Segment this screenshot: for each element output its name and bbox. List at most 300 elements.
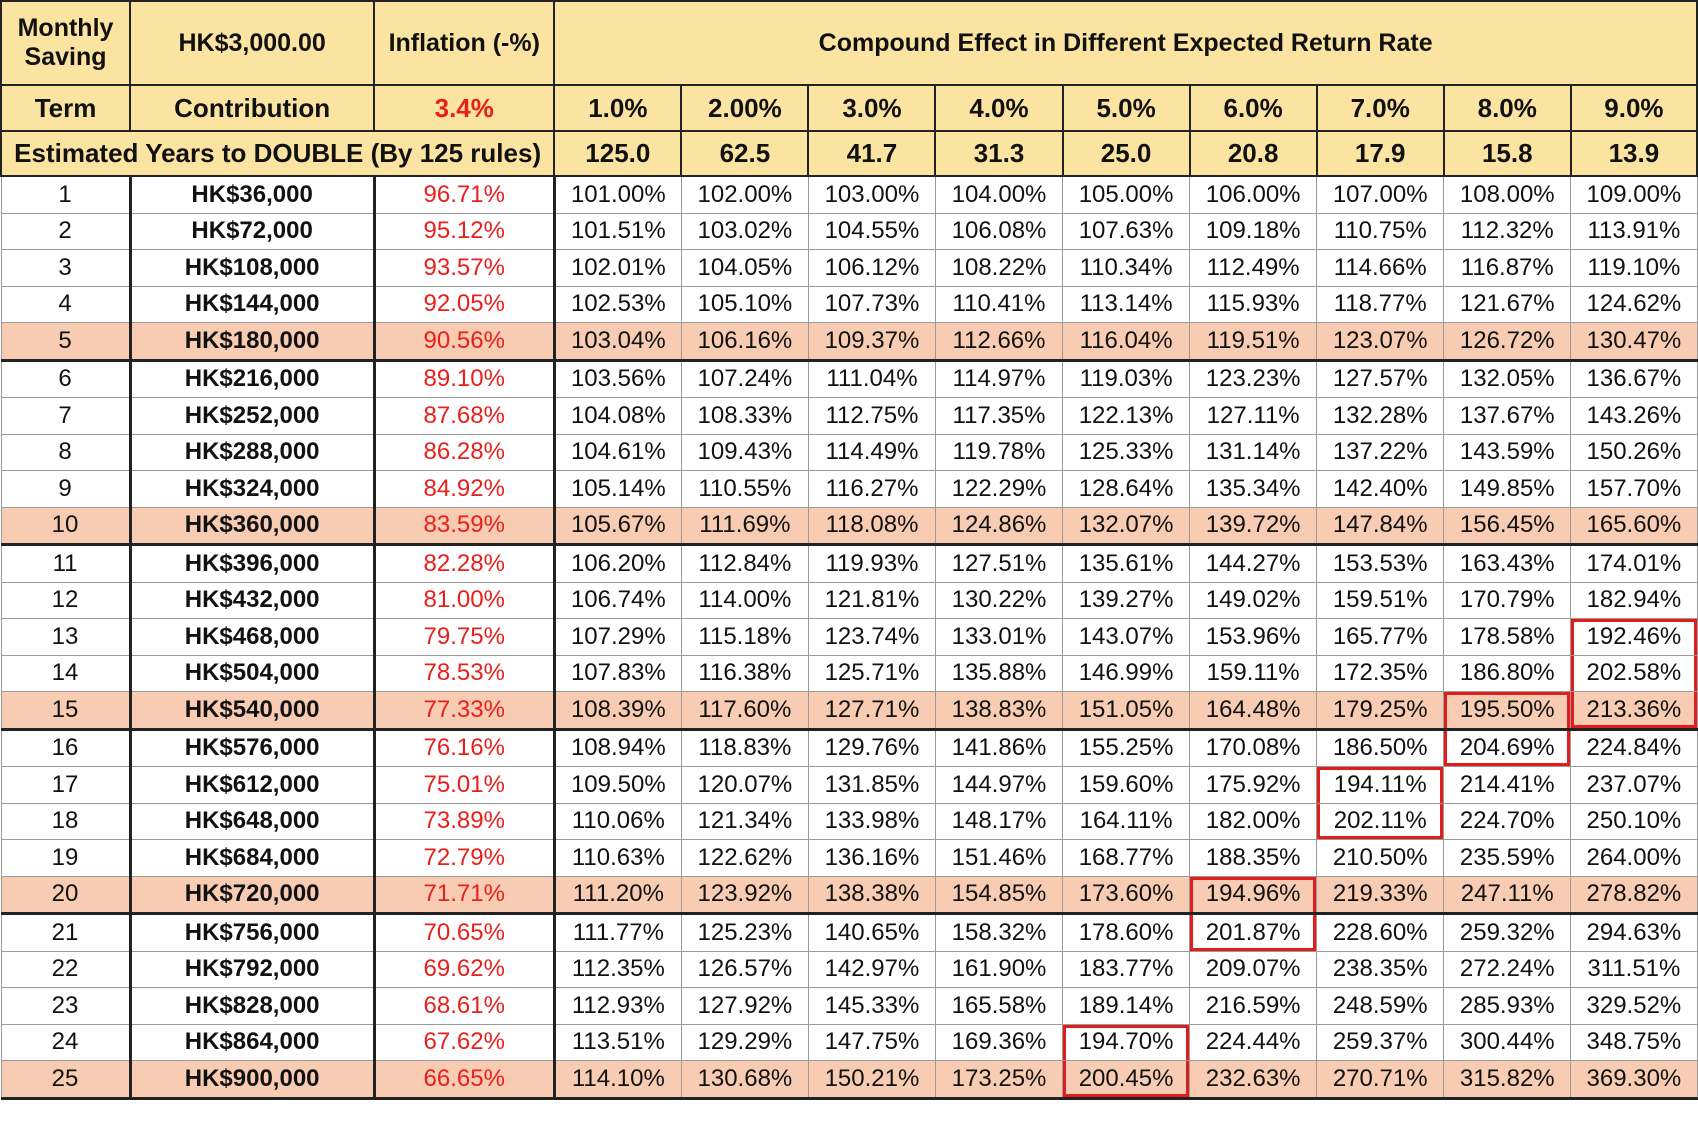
- return-cell: 106.20%: [554, 545, 681, 583]
- table-row: [1, 176, 1697, 213]
- return-cell: 102.00%: [681, 176, 808, 213]
- term-cell: 24: [1, 1024, 130, 1061]
- return-cell: 104.05%: [681, 250, 808, 287]
- table-row: [1, 507, 1697, 545]
- return-cell: 178.58%: [1444, 619, 1571, 656]
- return-cell: 159.11%: [1190, 655, 1317, 692]
- return-cell: 170.08%: [1190, 729, 1317, 767]
- inflation-cell: 96.71%: [374, 176, 554, 213]
- return-cell: 224.70%: [1444, 803, 1571, 840]
- return-cell: 156.45%: [1444, 507, 1571, 545]
- doubled-return-cell: 194.11%: [1317, 767, 1444, 804]
- contribution-cell: HK$720,000: [130, 876, 374, 914]
- return-cell: 117.35%: [935, 398, 1062, 435]
- return-cell: 105.67%: [554, 507, 681, 545]
- term-cell: 6: [1, 360, 130, 398]
- return-cell: 138.38%: [808, 876, 935, 914]
- contribution-cell: HK$792,000: [130, 951, 374, 988]
- return-cell: 149.85%: [1444, 471, 1571, 508]
- return-cell: 126.72%: [1444, 323, 1571, 361]
- term-cell: 17: [1, 767, 130, 804]
- return-cell: 118.08%: [808, 507, 935, 545]
- return-cell: 107.29%: [554, 619, 681, 656]
- return-cell: 110.34%: [1063, 250, 1190, 287]
- inflation-cell: 73.89%: [374, 803, 554, 840]
- return-cell: 119.51%: [1190, 323, 1317, 361]
- return-cell: 119.03%: [1063, 360, 1190, 398]
- term-cell: 8: [1, 434, 130, 471]
- return-cell: 108.39%: [554, 692, 681, 730]
- contribution-cell: HK$684,000: [130, 840, 374, 877]
- rate-header: 6.0%: [1190, 85, 1317, 131]
- return-cell: 153.96%: [1190, 619, 1317, 656]
- return-cell: 114.10%: [554, 1061, 681, 1099]
- term-cell: 18: [1, 803, 130, 840]
- return-cell: 248.59%: [1317, 988, 1444, 1025]
- contribution-cell: HK$36,000: [130, 176, 374, 213]
- return-cell: 125.23%: [681, 914, 808, 952]
- return-cell: 103.00%: [808, 176, 935, 213]
- inflation-cell: 83.59%: [374, 507, 554, 545]
- return-cell: 259.32%: [1444, 914, 1571, 952]
- return-cell: 112.75%: [808, 398, 935, 435]
- return-cell: 123.74%: [808, 619, 935, 656]
- table-body: [1, 176, 1697, 1098]
- return-cell: 142.40%: [1317, 471, 1444, 508]
- return-cell: 161.90%: [935, 951, 1062, 988]
- return-cell: 112.84%: [681, 545, 808, 583]
- return-cell: 125.71%: [808, 655, 935, 692]
- compound-title: Compound Effect in Different Expected Return Rate: [554, 1, 1697, 85]
- table-row: [1, 1061, 1697, 1099]
- return-cell: 116.27%: [808, 471, 935, 508]
- return-cell: 110.41%: [935, 286, 1062, 323]
- return-cell: 232.63%: [1190, 1061, 1317, 1099]
- return-cell: 127.57%: [1317, 360, 1444, 398]
- return-cell: 173.25%: [935, 1061, 1062, 1099]
- return-cell: 105.00%: [1063, 176, 1190, 213]
- return-cell: 216.59%: [1190, 988, 1317, 1025]
- inflation-cell: 89.10%: [374, 360, 554, 398]
- return-cell: 116.38%: [681, 655, 808, 692]
- return-cell: 315.82%: [1444, 1061, 1571, 1099]
- return-cell: 133.01%: [935, 619, 1062, 656]
- table-row: [1, 434, 1697, 471]
- inflation-label: Inflation (-%): [374, 1, 554, 85]
- doubled-return-cell: 194.96%: [1190, 876, 1317, 914]
- term-cell: 1: [1, 176, 130, 213]
- return-cell: 178.60%: [1063, 914, 1190, 952]
- inflation-cell: 76.16%: [374, 729, 554, 767]
- double-years-value: 25.0: [1063, 131, 1190, 176]
- return-cell: 122.62%: [681, 840, 808, 877]
- table-row: [1, 988, 1697, 1025]
- inflation-cell: 90.56%: [374, 323, 554, 361]
- inflation-cell: 69.62%: [374, 951, 554, 988]
- return-cell: 144.27%: [1190, 545, 1317, 583]
- contribution-cell: HK$144,000: [130, 286, 374, 323]
- return-cell: 126.57%: [681, 951, 808, 988]
- return-cell: 106.74%: [554, 582, 681, 619]
- term-cell: 14: [1, 655, 130, 692]
- term-cell: 19: [1, 840, 130, 877]
- return-cell: 114.00%: [681, 582, 808, 619]
- inflation-cell: 79.75%: [374, 619, 554, 656]
- return-cell: 186.50%: [1317, 729, 1444, 767]
- return-cell: 250.10%: [1571, 803, 1697, 840]
- table-row: [1, 398, 1697, 435]
- return-cell: 172.35%: [1317, 655, 1444, 692]
- term-cell: 2: [1, 213, 130, 250]
- doubled-return-cell: 213.36%: [1571, 692, 1697, 730]
- return-cell: 111.77%: [554, 914, 681, 952]
- return-cell: 168.77%: [1063, 840, 1190, 877]
- table-row: [1, 1024, 1697, 1061]
- term-cell: 10: [1, 507, 130, 545]
- return-cell: 300.44%: [1444, 1024, 1571, 1061]
- return-cell: 119.10%: [1571, 250, 1697, 287]
- rate-header: 3.0%: [808, 85, 935, 131]
- rate-header: 5.0%: [1063, 85, 1190, 131]
- return-cell: 141.86%: [935, 729, 1062, 767]
- return-cell: 103.04%: [554, 323, 681, 361]
- return-cell: 109.00%: [1571, 176, 1697, 213]
- double-years-value: 31.3: [935, 131, 1062, 176]
- return-cell: 247.11%: [1444, 876, 1571, 914]
- return-cell: 107.63%: [1063, 213, 1190, 250]
- contribution-cell: HK$504,000: [130, 655, 374, 692]
- inflation-cell: 87.68%: [374, 398, 554, 435]
- rate-header: 2.00%: [681, 85, 808, 131]
- table-row: [1, 471, 1697, 508]
- return-cell: 122.29%: [935, 471, 1062, 508]
- return-cell: 106.00%: [1190, 176, 1317, 213]
- return-cell: 127.92%: [681, 988, 808, 1025]
- doubled-return-cell: 201.87%: [1190, 914, 1317, 952]
- return-cell: 163.43%: [1444, 545, 1571, 583]
- return-cell: 173.60%: [1063, 876, 1190, 914]
- return-cell: 136.16%: [808, 840, 935, 877]
- return-cell: 119.93%: [808, 545, 935, 583]
- return-cell: 147.75%: [808, 1024, 935, 1061]
- contribution-cell: HK$432,000: [130, 582, 374, 619]
- return-cell: 165.58%: [935, 988, 1062, 1025]
- double-years-value: 13.9: [1571, 131, 1697, 176]
- return-cell: 146.99%: [1063, 655, 1190, 692]
- return-cell: 157.70%: [1571, 471, 1697, 508]
- return-cell: 219.33%: [1317, 876, 1444, 914]
- return-cell: 165.77%: [1317, 619, 1444, 656]
- rate-header: 1.0%: [554, 85, 681, 131]
- return-cell: 140.65%: [808, 914, 935, 952]
- return-cell: 132.28%: [1317, 398, 1444, 435]
- inflation-cell: 72.79%: [374, 840, 554, 877]
- return-cell: 110.75%: [1317, 213, 1444, 250]
- return-cell: 144.97%: [935, 767, 1062, 804]
- return-cell: 183.77%: [1063, 951, 1190, 988]
- inflation-cell: 77.33%: [374, 692, 554, 730]
- rate-header: 7.0%: [1317, 85, 1444, 131]
- contribution-label: Contribution: [130, 85, 374, 131]
- return-cell: 145.33%: [808, 988, 935, 1025]
- term-cell: 25: [1, 1061, 130, 1099]
- table-row: [1, 876, 1697, 914]
- return-cell: 131.85%: [808, 767, 935, 804]
- double-years-value: 20.8: [1190, 131, 1317, 176]
- contribution-cell: HK$288,000: [130, 434, 374, 471]
- contribution-cell: HK$648,000: [130, 803, 374, 840]
- inflation-cell: 92.05%: [374, 286, 554, 323]
- return-cell: 111.20%: [554, 876, 681, 914]
- term-cell: 16: [1, 729, 130, 767]
- monthly-saving-label: Monthly Saving: [1, 1, 130, 85]
- table-header: [1, 1, 1697, 176]
- return-cell: 214.41%: [1444, 767, 1571, 804]
- contribution-cell: HK$72,000: [130, 213, 374, 250]
- return-cell: 105.10%: [681, 286, 808, 323]
- doubled-return-cell: 200.45%: [1063, 1061, 1190, 1099]
- return-cell: 106.12%: [808, 250, 935, 287]
- return-cell: 150.26%: [1571, 434, 1697, 471]
- return-cell: 104.55%: [808, 213, 935, 250]
- return-cell: 111.69%: [681, 507, 808, 545]
- table-row: [1, 619, 1697, 656]
- return-cell: 104.08%: [554, 398, 681, 435]
- inflation-cell: 81.00%: [374, 582, 554, 619]
- return-cell: 142.97%: [808, 951, 935, 988]
- return-cell: 143.59%: [1444, 434, 1571, 471]
- table-row: [1, 545, 1697, 583]
- return-cell: 135.61%: [1063, 545, 1190, 583]
- return-cell: 112.66%: [935, 323, 1062, 361]
- return-cell: 107.24%: [681, 360, 808, 398]
- inflation-cell: 67.62%: [374, 1024, 554, 1061]
- term-cell: 5: [1, 323, 130, 361]
- return-cell: 130.68%: [681, 1061, 808, 1099]
- term-cell: 4: [1, 286, 130, 323]
- return-cell: 158.32%: [935, 914, 1062, 952]
- return-cell: 109.50%: [554, 767, 681, 804]
- table-row: [1, 767, 1697, 804]
- monthly-saving-value: HK$3,000.00: [130, 1, 374, 85]
- return-cell: 224.84%: [1571, 729, 1697, 767]
- return-cell: 113.91%: [1571, 213, 1697, 250]
- table-row: [1, 914, 1697, 952]
- term-cell: 12: [1, 582, 130, 619]
- inflation-cell: 71.71%: [374, 876, 554, 914]
- return-cell: 137.67%: [1444, 398, 1571, 435]
- return-cell: 108.94%: [554, 729, 681, 767]
- return-cell: 123.92%: [681, 876, 808, 914]
- rate-header: 8.0%: [1444, 85, 1571, 131]
- contribution-cell: HK$612,000: [130, 767, 374, 804]
- inflation-cell: 68.61%: [374, 988, 554, 1025]
- return-cell: 165.60%: [1571, 507, 1697, 545]
- return-cell: 112.49%: [1190, 250, 1317, 287]
- return-cell: 189.14%: [1063, 988, 1190, 1025]
- return-cell: 121.34%: [681, 803, 808, 840]
- return-cell: 228.60%: [1317, 914, 1444, 952]
- doubled-return-cell: 195.50%: [1444, 692, 1571, 730]
- return-cell: 121.67%: [1444, 286, 1571, 323]
- table-row: [1, 840, 1697, 877]
- contribution-cell: HK$540,000: [130, 692, 374, 730]
- contribution-cell: HK$324,000: [130, 471, 374, 508]
- double-years-value: 62.5: [681, 131, 808, 176]
- return-cell: 285.93%: [1444, 988, 1571, 1025]
- return-cell: 122.13%: [1063, 398, 1190, 435]
- return-cell: 108.00%: [1444, 176, 1571, 213]
- return-cell: 112.35%: [554, 951, 681, 988]
- contribution-cell: HK$180,000: [130, 323, 374, 361]
- return-cell: 174.01%: [1571, 545, 1697, 583]
- return-cell: 127.11%: [1190, 398, 1317, 435]
- inflation-cell: 75.01%: [374, 767, 554, 804]
- return-cell: 119.78%: [935, 434, 1062, 471]
- doubled-return-cell: 192.46%: [1571, 619, 1697, 656]
- return-cell: 179.25%: [1317, 692, 1444, 730]
- return-cell: 139.27%: [1063, 582, 1190, 619]
- term-cell: 13: [1, 619, 130, 656]
- return-cell: 209.07%: [1190, 951, 1317, 988]
- return-cell: 107.73%: [808, 286, 935, 323]
- return-cell: 123.23%: [1190, 360, 1317, 398]
- return-cell: 123.07%: [1317, 323, 1444, 361]
- table-row: [1, 323, 1697, 361]
- return-cell: 159.51%: [1317, 582, 1444, 619]
- table-row: [1, 286, 1697, 323]
- return-cell: 110.06%: [554, 803, 681, 840]
- return-cell: 127.51%: [935, 545, 1062, 583]
- doubled-return-cell: 204.69%: [1444, 729, 1571, 767]
- return-cell: 130.47%: [1571, 323, 1697, 361]
- term-cell: 9: [1, 471, 130, 508]
- contribution-cell: HK$360,000: [130, 507, 374, 545]
- table-row: [1, 250, 1697, 287]
- return-cell: 154.85%: [935, 876, 1062, 914]
- return-cell: 104.61%: [554, 434, 681, 471]
- return-cell: 278.82%: [1571, 876, 1697, 914]
- return-cell: 114.97%: [935, 360, 1062, 398]
- return-cell: 182.94%: [1571, 582, 1697, 619]
- doubled-return-cell: 202.11%: [1317, 803, 1444, 840]
- return-cell: 147.84%: [1317, 507, 1444, 545]
- table-row: [1, 692, 1697, 730]
- return-cell: 135.34%: [1190, 471, 1317, 508]
- return-cell: 124.62%: [1571, 286, 1697, 323]
- term-label: Term: [1, 85, 130, 131]
- return-cell: 107.83%: [554, 655, 681, 692]
- term-cell: 23: [1, 988, 130, 1025]
- return-cell: 114.66%: [1317, 250, 1444, 287]
- doubled-return-cell: 202.58%: [1571, 655, 1697, 692]
- return-cell: 125.33%: [1063, 434, 1190, 471]
- return-cell: 118.83%: [681, 729, 808, 767]
- return-cell: 101.51%: [554, 213, 681, 250]
- table-row: [1, 582, 1697, 619]
- return-cell: 259.37%: [1317, 1024, 1444, 1061]
- return-cell: 115.18%: [681, 619, 808, 656]
- table-row: [1, 213, 1697, 250]
- return-cell: 348.75%: [1571, 1024, 1697, 1061]
- return-cell: 102.53%: [554, 286, 681, 323]
- return-cell: 132.05%: [1444, 360, 1571, 398]
- return-cell: 264.00%: [1571, 840, 1697, 877]
- table-row: [1, 729, 1697, 767]
- return-cell: 159.60%: [1063, 767, 1190, 804]
- return-cell: 129.76%: [808, 729, 935, 767]
- return-cell: 116.04%: [1063, 323, 1190, 361]
- return-cell: 270.71%: [1317, 1061, 1444, 1099]
- return-cell: 109.37%: [808, 323, 935, 361]
- return-cell: 106.08%: [935, 213, 1062, 250]
- contribution-cell: HK$216,000: [130, 360, 374, 398]
- return-cell: 136.67%: [1571, 360, 1697, 398]
- return-cell: 131.14%: [1190, 434, 1317, 471]
- return-cell: 164.11%: [1063, 803, 1190, 840]
- return-cell: 272.24%: [1444, 951, 1571, 988]
- return-cell: 294.63%: [1571, 914, 1697, 952]
- return-cell: 137.22%: [1317, 434, 1444, 471]
- contribution-cell: HK$828,000: [130, 988, 374, 1025]
- return-cell: 113.51%: [554, 1024, 681, 1061]
- return-cell: 109.18%: [1190, 213, 1317, 250]
- return-cell: 101.00%: [554, 176, 681, 213]
- return-cell: 106.16%: [681, 323, 808, 361]
- contribution-cell: HK$900,000: [130, 1061, 374, 1099]
- inflation-cell: 70.65%: [374, 914, 554, 952]
- inflation-cell: 78.53%: [374, 655, 554, 692]
- inflation-value: 3.4%: [374, 85, 554, 131]
- return-cell: 311.51%: [1571, 951, 1697, 988]
- return-cell: 210.50%: [1317, 840, 1444, 877]
- double-years-value: 125.0: [554, 131, 681, 176]
- return-cell: 107.00%: [1317, 176, 1444, 213]
- rate-header: 9.0%: [1571, 85, 1697, 131]
- double-years-value: 17.9: [1317, 131, 1444, 176]
- return-cell: 151.05%: [1063, 692, 1190, 730]
- return-cell: 224.44%: [1190, 1024, 1317, 1061]
- double-years-value: 15.8: [1444, 131, 1571, 176]
- return-cell: 132.07%: [1063, 507, 1190, 545]
- contribution-cell: HK$576,000: [130, 729, 374, 767]
- table-row: [1, 360, 1697, 398]
- inflation-cell: 86.28%: [374, 434, 554, 471]
- return-cell: 102.01%: [554, 250, 681, 287]
- return-cell: 116.87%: [1444, 250, 1571, 287]
- return-cell: 114.49%: [808, 434, 935, 471]
- inflation-cell: 84.92%: [374, 471, 554, 508]
- return-cell: 155.25%: [1063, 729, 1190, 767]
- contribution-cell: HK$756,000: [130, 914, 374, 952]
- return-cell: 143.26%: [1571, 398, 1697, 435]
- return-cell: 110.63%: [554, 840, 681, 877]
- contribution-cell: HK$864,000: [130, 1024, 374, 1061]
- return-cell: 175.92%: [1190, 767, 1317, 804]
- term-cell: 21: [1, 914, 130, 952]
- inflation-cell: 66.65%: [374, 1061, 554, 1099]
- return-cell: 186.80%: [1444, 655, 1571, 692]
- return-cell: 238.35%: [1317, 951, 1444, 988]
- term-cell: 15: [1, 692, 130, 730]
- inflation-cell: 93.57%: [374, 250, 554, 287]
- return-cell: 188.35%: [1190, 840, 1317, 877]
- double-years-value: 41.7: [808, 131, 935, 176]
- return-cell: 153.53%: [1317, 545, 1444, 583]
- return-cell: 369.30%: [1571, 1061, 1697, 1099]
- doubled-return-cell: 194.70%: [1063, 1024, 1190, 1061]
- term-cell: 7: [1, 398, 130, 435]
